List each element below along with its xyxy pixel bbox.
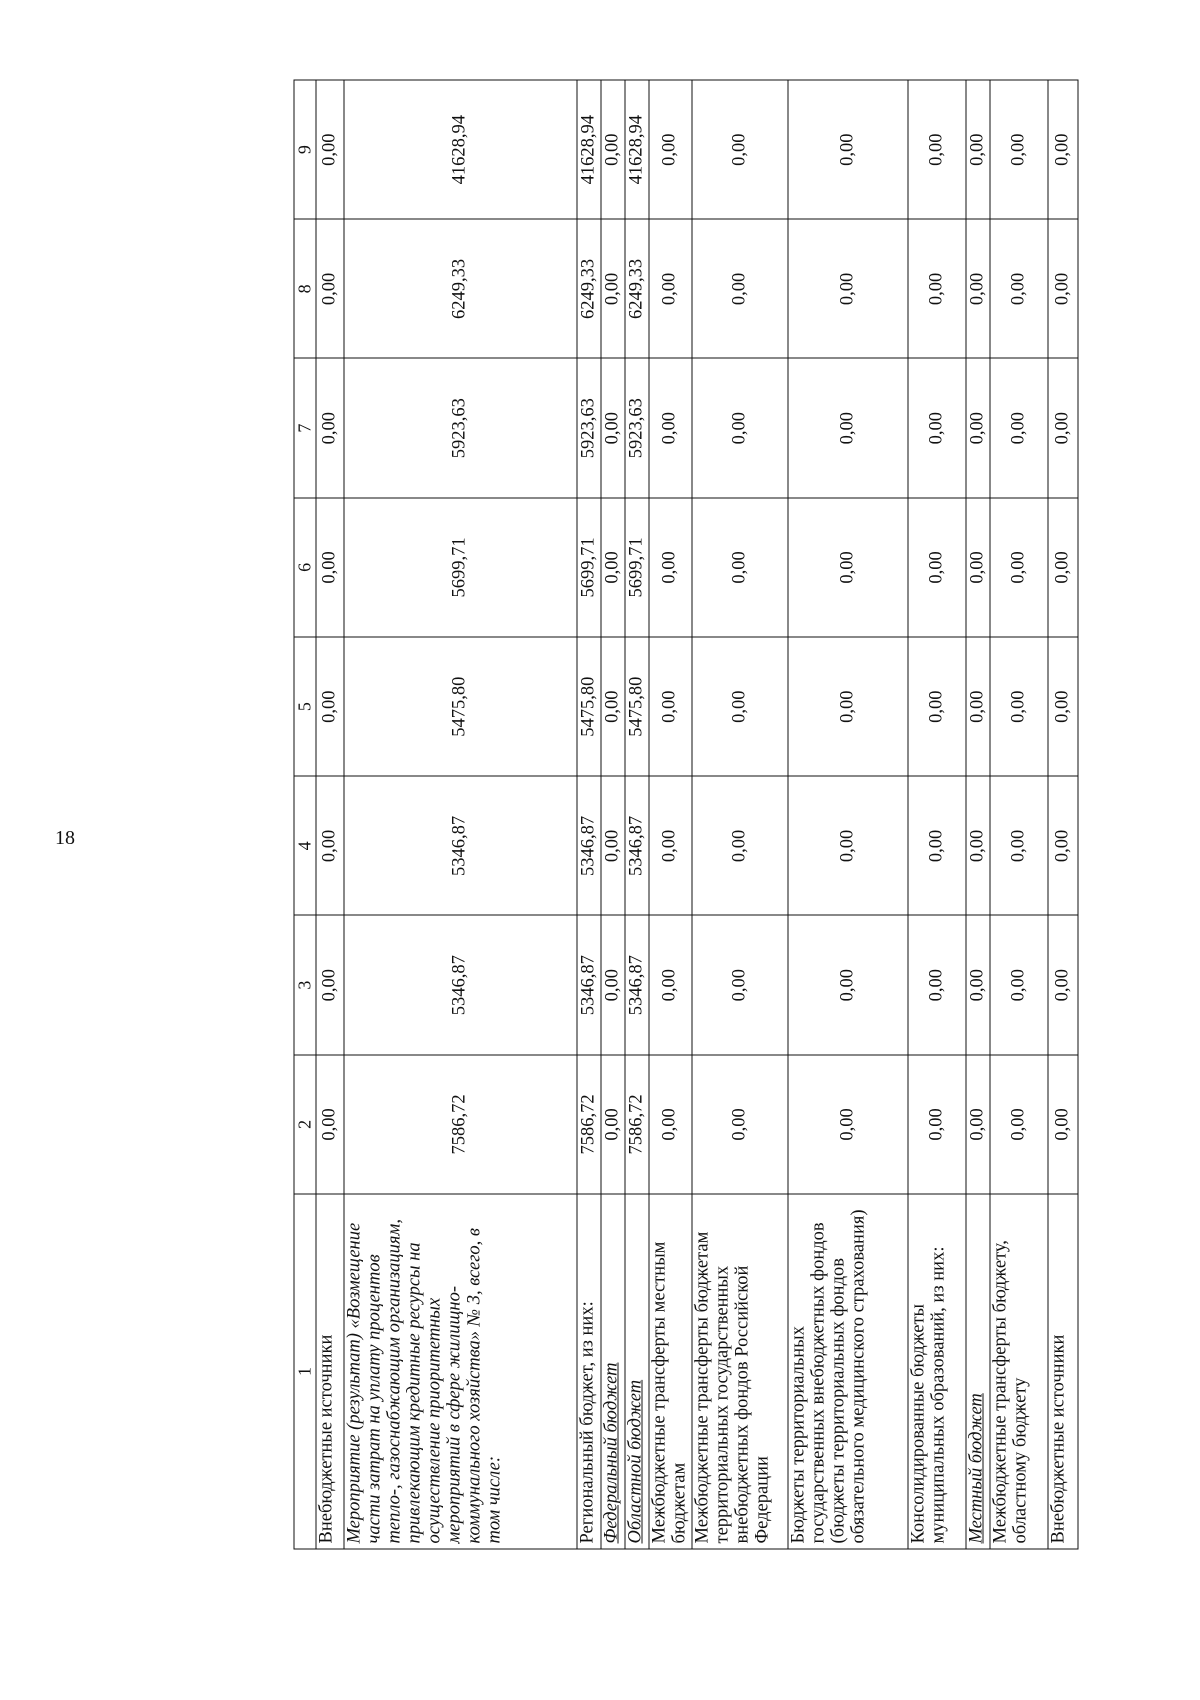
table-cell: 0,00 <box>908 776 966 915</box>
table-row <box>908 80 966 1549</box>
column-header: 3 <box>294 916 316 1055</box>
row-label: Федеральный бюджет <box>601 1194 625 1549</box>
column-header: 4 <box>294 776 316 915</box>
table-cell: 5475,80 <box>344 637 577 776</box>
table-cell: 0,00 <box>1048 359 1078 498</box>
table-cell: 0,00 <box>788 916 908 1055</box>
table-cell: 0,00 <box>908 1055 966 1194</box>
table-cell: 0,00 <box>316 776 344 915</box>
row-label: Внебюджетные источники <box>316 1194 344 1549</box>
table-cell: 0,00 <box>649 359 692 498</box>
table-cell: 0,00 <box>788 359 908 498</box>
table-cell: 5475,80 <box>577 637 601 776</box>
table-cell: 0,00 <box>966 776 990 915</box>
column-header: 2 <box>294 1055 316 1194</box>
table-cell: 41628,94 <box>344 80 577 219</box>
table-cell: 0,00 <box>966 1055 990 1194</box>
table-cell: 0,00 <box>908 359 966 498</box>
table-cell: 0,00 <box>908 219 966 358</box>
table-cell: 0,00 <box>788 498 908 637</box>
table-cell: 5699,71 <box>344 498 577 637</box>
table-cell: 0,00 <box>601 80 625 219</box>
row-label: Региональный бюджет, из них: <box>577 1194 601 1549</box>
table-cell: 0,00 <box>601 1055 625 1194</box>
table-cell: 0,00 <box>990 1055 1048 1194</box>
table-cell: 6249,33 <box>344 219 577 358</box>
table-cell: 0,00 <box>788 219 908 358</box>
budget-table <box>294 80 1079 1550</box>
table-row <box>1048 80 1078 1549</box>
table-cell: 0,00 <box>1048 916 1078 1055</box>
row-label: Межбюджетные трансферты бюджету, областному бюджету <box>990 1194 1048 1549</box>
table-cell: 0,00 <box>649 219 692 358</box>
table-cell: 0,00 <box>649 1055 692 1194</box>
table-cell: 0,00 <box>649 80 692 219</box>
rotated-table-container <box>294 80 1079 1550</box>
table-cell: 5699,71 <box>625 498 649 637</box>
row-label: Местный бюджет <box>966 1194 990 1549</box>
table-cell: 0,00 <box>649 637 692 776</box>
table-cell: 0,00 <box>788 80 908 219</box>
table-cell: 5346,87 <box>577 776 601 915</box>
table-cell: 0,00 <box>692 219 788 358</box>
table-cell: 5923,63 <box>344 359 577 498</box>
table-cell: 0,00 <box>601 916 625 1055</box>
table-cell: 0,00 <box>316 219 344 358</box>
table-cell: 0,00 <box>990 776 1048 915</box>
table-cell: 5346,87 <box>625 776 649 915</box>
table-cell: 0,00 <box>990 80 1048 219</box>
table-cell: 5699,71 <box>577 498 601 637</box>
table-cell: 0,00 <box>692 80 788 219</box>
column-header: 8 <box>294 219 316 358</box>
table-cell: 5923,63 <box>625 359 649 498</box>
table-cell: 0,00 <box>601 637 625 776</box>
table-row <box>344 80 577 1549</box>
table-cell: 6249,33 <box>625 219 649 358</box>
row-label: Внебюджетные источники <box>1048 1194 1078 1549</box>
header-row <box>294 80 316 1549</box>
row-label: Консолидированные бюджеты муниципальных образований, из них: <box>908 1194 966 1549</box>
table-cell: 0,00 <box>788 776 908 915</box>
column-header: 1 <box>294 1194 316 1549</box>
table-cell: 0,00 <box>966 637 990 776</box>
table-row <box>966 80 990 1549</box>
table-cell: 0,00 <box>990 498 1048 637</box>
table-cell: 0,00 <box>990 637 1048 776</box>
table-cell: 0,00 <box>1048 80 1078 219</box>
table-cell: 41628,94 <box>577 80 601 219</box>
table-cell: 0,00 <box>692 916 788 1055</box>
table-cell: 0,00 <box>990 219 1048 358</box>
column-header: 6 <box>294 498 316 637</box>
table-cell: 0,00 <box>908 637 966 776</box>
table-cell: 0,00 <box>649 916 692 1055</box>
table-cell: 0,00 <box>692 359 788 498</box>
table-cell: 0,00 <box>316 1055 344 1194</box>
table-cell: 0,00 <box>692 776 788 915</box>
table-cell: 5923,63 <box>577 359 601 498</box>
table-cell: 7586,72 <box>625 1055 649 1194</box>
table-row <box>625 80 649 1549</box>
page-number: 18 <box>55 827 75 849</box>
table-cell: 0,00 <box>966 219 990 358</box>
table-cell: 0,00 <box>692 637 788 776</box>
row-label: Областной бюджет <box>625 1194 649 1549</box>
table-cell: 0,00 <box>316 637 344 776</box>
column-header: 9 <box>294 80 316 219</box>
table-cell: 0,00 <box>692 498 788 637</box>
table-cell: 0,00 <box>601 219 625 358</box>
table-row <box>990 80 1048 1549</box>
table-cell: 5475,80 <box>625 637 649 776</box>
table-cell: 0,00 <box>649 776 692 915</box>
table-cell: 0,00 <box>316 498 344 637</box>
table-row <box>788 80 908 1549</box>
table-cell: 0,00 <box>316 80 344 219</box>
row-label: Межбюджетные трансферты бюджетам территориальных государственных внебюджетных фондов Российской Федерации <box>692 1194 788 1549</box>
table-cell: 0,00 <box>316 359 344 498</box>
table-row <box>692 80 788 1549</box>
table-cell: 0,00 <box>1048 498 1078 637</box>
table-cell: 7586,72 <box>577 1055 601 1194</box>
table-row <box>649 80 692 1549</box>
table-cell: 0,00 <box>1048 637 1078 776</box>
table-cell: 0,00 <box>966 80 990 219</box>
table-cell: 6249,33 <box>577 219 601 358</box>
table-row <box>601 80 625 1549</box>
table-cell: 0,00 <box>966 916 990 1055</box>
row-label: Мероприятие (результат) «Возмещение части затрат на уплату процентов тепло-, газоснабжающим организациям, привлекающим кредитные ресурсы на осуществление приоритетных мероприятий в сфере жилищно-коммунального хозяйства» № 3, всего, в том числе: <box>344 1194 577 1549</box>
table-cell: 41628,94 <box>625 80 649 219</box>
table-cell: 0,00 <box>908 80 966 219</box>
row-label: Бюджеты территориальных государственных внебюджетных фондов (бюджеты территориальных фондов обязательного медицинского страхования) <box>788 1194 908 1549</box>
table-cell: 0,00 <box>316 916 344 1055</box>
table-cell: 5346,87 <box>344 916 577 1055</box>
table-cell: 0,00 <box>1048 1055 1078 1194</box>
table-cell: 0,00 <box>990 916 1048 1055</box>
row-label: Межбюджетные трансферты местным бюджетам <box>649 1194 692 1549</box>
table-cell: 5346,87 <box>577 916 601 1055</box>
table-cell: 0,00 <box>1048 219 1078 358</box>
table-cell: 0,00 <box>966 359 990 498</box>
table-cell: 0,00 <box>692 1055 788 1194</box>
table-cell: 0,00 <box>990 359 1048 498</box>
table-cell: 0,00 <box>649 498 692 637</box>
column-header: 7 <box>294 359 316 498</box>
table-cell: 0,00 <box>966 498 990 637</box>
table-cell: 0,00 <box>908 498 966 637</box>
table-cell: 0,00 <box>908 916 966 1055</box>
table-row <box>577 80 601 1549</box>
table-cell: 0,00 <box>788 637 908 776</box>
table-cell: 0,00 <box>601 776 625 915</box>
table-cell: 0,00 <box>788 1055 908 1194</box>
column-header: 5 <box>294 637 316 776</box>
table-row <box>316 80 344 1549</box>
table-cell: 0,00 <box>601 359 625 498</box>
table-cell: 0,00 <box>601 498 625 637</box>
table-cell: 0,00 <box>1048 776 1078 915</box>
table-cell: 7586,72 <box>344 1055 577 1194</box>
table-cell: 5346,87 <box>344 776 577 915</box>
table-cell: 5346,87 <box>625 916 649 1055</box>
